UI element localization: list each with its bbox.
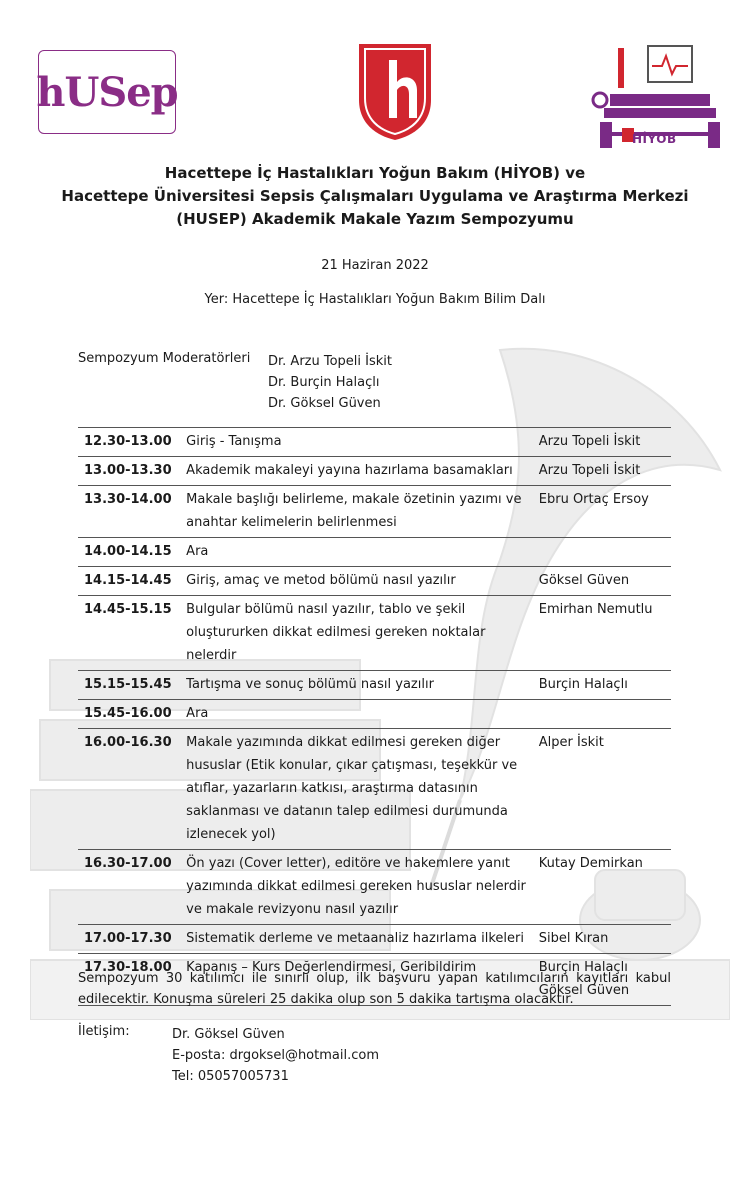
session-time: 16.30-17.00: [78, 850, 180, 925]
schedule-row: [78, 925, 671, 954]
session-time: 13.30-14.00: [78, 486, 180, 538]
session-time: 14.15-14.45: [78, 567, 180, 596]
title-line: Hacettepe Üniversitesi Sepsis Çalışmaları Uygulama ve Araştırma Merkezi: [61, 187, 689, 205]
title-line: (HUSEP) Akademik Makale Yazım Sempozyumu: [176, 210, 574, 228]
hacettepe-university-logo: [355, 40, 435, 142]
session-speaker: Emirhan Nemutlu: [533, 596, 671, 671]
contact-name: Dr. Göksel Güven: [172, 1027, 285, 1042]
event-venue: Yer: Hacettepe İç Hastalıkları Yoğun Bakım Bilim Dalı: [204, 292, 546, 307]
husep-logo: [38, 50, 176, 134]
contact-info: [172, 1024, 379, 1087]
page-title: [60, 162, 690, 231]
schedule-row: [78, 486, 671, 538]
session-subject: Akademik makaleyi yayına hazırlama basamakları: [180, 457, 533, 486]
session-subject: Sistematik derleme ve metaanaliz hazırlama ilkeleri: [180, 925, 533, 954]
contact-email: E-posta: drgoksel@hotmail.com: [172, 1048, 379, 1063]
session-speaker: Kutay Demirkan: [533, 850, 671, 925]
session-time: 13.00-13.30: [78, 457, 180, 486]
moderator-name: Dr. Göksel Güven: [268, 396, 381, 411]
session-time: 16.00-16.30: [78, 729, 180, 850]
session-speaker: Arzu Topeli İskit: [533, 457, 671, 486]
schedule-row: [78, 671, 671, 700]
session-subject: Ara: [180, 538, 533, 567]
session-time: 17.00-17.30: [78, 925, 180, 954]
registration-note: Sempozyum 30 katılımcı ile sınırlı olup, ilk başvuru yapan katılımcıların kayıtları kabul edilecektir. Konuşma süreleri 25 dakika olup son 5 dakika tartışma olacaktır.: [78, 971, 671, 1007]
session-speaker: Göksel Güven: [533, 567, 671, 596]
session-time: 14.45-15.15: [78, 596, 180, 671]
hiyob-logo-text: HİYOB: [632, 132, 677, 146]
schedule-row: [78, 700, 671, 729]
session-speaker: Burçin Halaçlı Göksel Güven: [533, 954, 671, 1006]
session-subject: Kapanış – Kurs Değerlendirmesi, Geribildirim: [180, 954, 533, 1006]
session-subject: Tartışma ve sonuç bölümü nasıl yazılır: [180, 671, 533, 700]
session-speaker: Alper İskit: [533, 729, 671, 850]
schedule-row: [78, 729, 671, 850]
schedule-row: [78, 850, 671, 925]
title-line: Hacettepe İç Hastalıkları Yoğun Bakım (HİYOB) ve: [164, 164, 586, 182]
schedule-row: [78, 596, 671, 671]
session-subject: Ön yazı (Cover letter), editöre ve hakemlere yanıt yazımında dikkat edilmesi gereken hususlar nelerdir ve makale revizyonu nasıl yazılır: [180, 850, 533, 925]
schedule-row: [78, 457, 671, 486]
session-subject: Bulgular bölümü nasıl yazılır, tablo ve şekil oluştururken dikkat edilmesi gereken noktalar nelerdir: [180, 596, 533, 671]
contact-phone: Tel: 05057005731: [172, 1069, 289, 1084]
session-speaker: Arzu Topeli İskit: [533, 428, 671, 457]
session-speaker: Sibel Kıran: [533, 925, 671, 954]
session-time: 17.30-18.00: [78, 954, 180, 1006]
schedule-row: [78, 538, 671, 567]
session-time: 14.00-14.15: [78, 538, 180, 567]
session-time: 12.30-13.00: [78, 428, 180, 457]
moderators-list: [268, 351, 392, 414]
session-time: 15.45-16.00: [78, 700, 180, 729]
schedule-table: [78, 427, 671, 1006]
session-subject: Makale yazımında dikkat edilmesi gereken diğer hususlar (Etik konular, çıkar çatışması, teşekkür ve atıflar, yazarların katkısı, araştırma datasının saklanması ve datanın talep edilmesi durumunda izlenecek yol): [180, 729, 533, 850]
session-speaker: Burçin Halaçlı: [533, 671, 671, 700]
session-subject: Makale başlığı belirleme, makale özetinin yazımı ve anahtar kelimelerin belirlenmesi: [180, 486, 533, 538]
session-time: 15.15-15.45: [78, 671, 180, 700]
schedule-row: [78, 567, 671, 596]
session-speaker: Ebru Ortaç Ersoy: [533, 486, 671, 538]
session-subject: Ara: [180, 700, 533, 729]
moderators-label: Sempozyum Moderatörleri: [78, 351, 251, 366]
contact-label: İletişim:: [78, 1024, 130, 1039]
session-speaker: [533, 700, 671, 729]
session-subject: Giriş, amaç ve metod bölümü nasıl yazılır: [180, 567, 533, 596]
moderator-name: Dr. Arzu Topeli İskit: [268, 354, 392, 369]
schedule-row: [78, 428, 671, 457]
event-date: 21 Haziran 2022: [321, 258, 429, 273]
session-speaker: [533, 538, 671, 567]
moderator-name: Dr. Burçin Halaçlı: [268, 375, 380, 390]
session-subject: Giriş - Tanışma: [180, 428, 533, 457]
husep-logo-text: hUSep: [36, 68, 178, 116]
